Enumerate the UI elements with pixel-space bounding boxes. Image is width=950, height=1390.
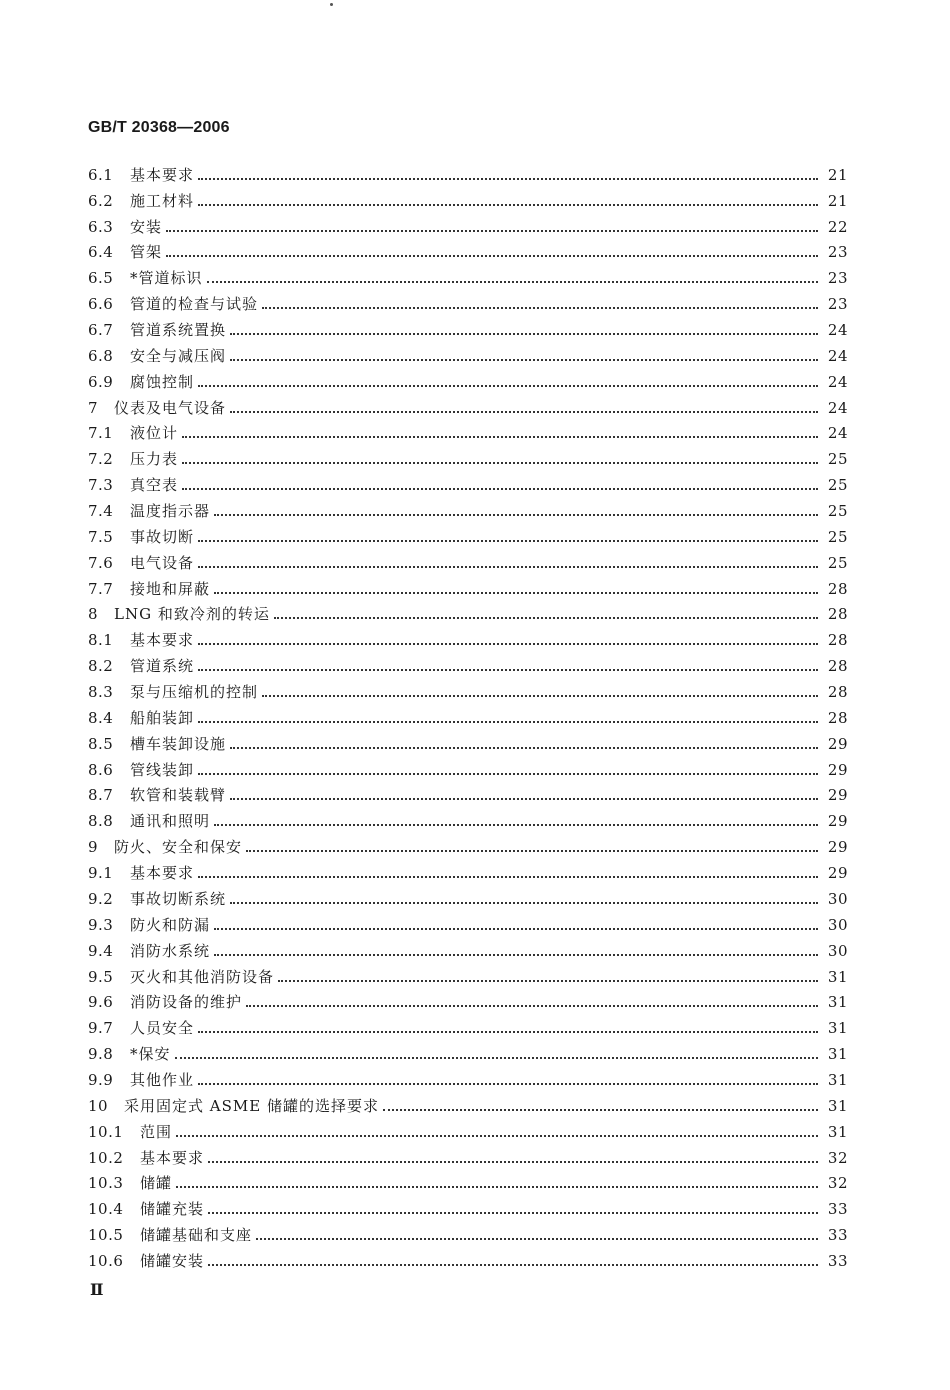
toc-entry-number: 9.8 — [88, 1045, 114, 1064]
toc-entry-page: 24 — [827, 321, 848, 340]
toc-entry — [88, 442, 848, 468]
toc-dot-leader — [274, 617, 818, 619]
toc-entry-page: 29 — [827, 838, 848, 857]
toc-entry-number: 7.1 — [88, 424, 114, 443]
toc-entry — [88, 701, 848, 727]
toc-entry-number: 7.5 — [88, 527, 114, 546]
toc-entry-page: 33 — [827, 1226, 848, 1245]
toc-entry-page: 25 — [827, 450, 848, 469]
toc-entry-number: 8 — [88, 605, 99, 624]
toc-entry-page: 25 — [827, 476, 848, 495]
page-number-footer: Ⅱ — [90, 1280, 104, 1299]
toc-entry-title: 基本要求 — [140, 1148, 205, 1167]
toc-entry — [88, 391, 848, 417]
toc-entry — [88, 986, 848, 1012]
toc-dot-leader — [246, 850, 818, 852]
toc-entry-number: 9.9 — [88, 1070, 114, 1089]
toc-entry-page: 28 — [827, 605, 848, 624]
toc-entry — [88, 468, 848, 494]
toc-dot-leader — [262, 695, 818, 697]
toc-entry-page: 28 — [827, 631, 848, 650]
toc-entry-title: *保安 — [130, 1045, 171, 1064]
toc-entry — [88, 1115, 848, 1141]
toc-entry — [88, 287, 848, 313]
toc-dot-leader — [230, 333, 818, 335]
toc-entry-number: 8.6 — [88, 760, 114, 779]
toc-entry — [88, 727, 848, 753]
toc-entry-title: 通讯和照明 — [130, 812, 211, 831]
toc-entry — [88, 1089, 848, 1115]
toc-entry-number: 9.2 — [88, 889, 114, 908]
toc-entry-number: 9.5 — [88, 967, 114, 986]
toc-entry-number: 9.4 — [88, 941, 114, 960]
toc-entry-page: 32 — [827, 1148, 848, 1167]
toc-dot-leader — [198, 1031, 818, 1033]
toc-dot-leader — [198, 1083, 818, 1085]
toc-entry — [88, 313, 848, 339]
toc-entry-title: 消防水系统 — [130, 941, 211, 960]
toc-entry-title: *管道标识 — [130, 269, 203, 288]
toc-entry-number: 6.4 — [88, 243, 114, 262]
toc-entry — [88, 184, 848, 210]
toc-entry-number: 9.1 — [88, 864, 114, 883]
toc-dot-leader — [182, 436, 818, 438]
toc-entry-title: 温度指示器 — [130, 502, 211, 521]
standard-code-header: GB/T 20368—2006 — [88, 119, 230, 136]
toc-entry-title: 基本要求 — [130, 864, 195, 883]
toc-dot-leader — [262, 307, 818, 309]
toc-dot-leader — [230, 747, 818, 749]
toc-entry-page: 31 — [827, 1045, 848, 1064]
table-of-contents — [88, 158, 848, 1270]
toc-entry-page: 29 — [827, 864, 848, 883]
toc-entry-title: 储罐充装 — [140, 1200, 205, 1219]
toc-entry-number: 8.7 — [88, 786, 114, 805]
toc-entry — [88, 1192, 848, 1218]
toc-entry — [88, 417, 848, 443]
toc-entry — [88, 649, 848, 675]
toc-entry-title: 基本要求 — [130, 165, 195, 184]
toc-entry-title: 储罐安装 — [140, 1251, 205, 1270]
toc-entry-number: 8.4 — [88, 708, 114, 727]
toc-dot-leader — [208, 1161, 818, 1163]
toc-entry-page: 29 — [827, 786, 848, 805]
toc-entry-page: 23 — [827, 295, 848, 314]
toc-dot-leader — [176, 1135, 818, 1137]
toc-entry — [88, 675, 848, 701]
toc-entry-title: LNG 和致冷剂的转运 — [114, 605, 270, 624]
toc-dot-leader — [278, 980, 818, 982]
toc-dot-leader — [198, 178, 818, 180]
toc-dot-leader — [208, 1264, 818, 1266]
toc-dot-leader — [166, 255, 818, 257]
toc-entry-title: 接地和屏蔽 — [130, 579, 211, 598]
toc-entry — [88, 1218, 848, 1244]
toc-entry-number: 10 — [88, 1096, 109, 1115]
toc-entry-page: 28 — [827, 579, 848, 598]
toc-entry-page: 30 — [827, 915, 848, 934]
toc-dot-leader — [230, 902, 818, 904]
toc-entry-title: 施工材料 — [130, 191, 195, 210]
toc-dot-leader — [230, 411, 818, 413]
toc-entry — [88, 830, 848, 856]
toc-entry-page: 30 — [827, 889, 848, 908]
toc-entry-page: 21 — [827, 191, 848, 210]
toc-entry — [88, 804, 848, 830]
toc-entry-title: 范围 — [140, 1122, 173, 1141]
toc-dot-leader — [208, 1212, 818, 1214]
toc-entry — [88, 934, 848, 960]
toc-entry-title: 防火和防漏 — [130, 915, 211, 934]
toc-entry-page: 28 — [827, 683, 848, 702]
toc-entry-number: 7.3 — [88, 476, 114, 495]
toc-entry-title: 事故切断系统 — [130, 889, 227, 908]
toc-entry-number: 6.2 — [88, 191, 114, 210]
toc-entry-page: 24 — [827, 372, 848, 391]
toc-dot-leader — [198, 669, 818, 671]
toc-entry-number: 10.5 — [88, 1226, 124, 1245]
toc-entry-page: 23 — [827, 269, 848, 288]
toc-entry-number: 8.8 — [88, 812, 114, 831]
toc-dot-leader — [256, 1238, 818, 1240]
toc-dot-leader — [214, 954, 818, 956]
toc-entry-title: 软管和装载臂 — [130, 786, 227, 805]
toc-entry-number: 6.1 — [88, 165, 114, 184]
toc-dot-leader — [246, 1005, 818, 1007]
toc-entry-page: 32 — [827, 1174, 848, 1193]
toc-dot-leader — [166, 230, 818, 232]
toc-dot-leader — [214, 824, 818, 826]
toc-entry-number: 7.2 — [88, 450, 114, 469]
toc-entry-title: 液位计 — [130, 424, 179, 443]
toc-dot-leader — [176, 1186, 818, 1188]
toc-entry-page: 29 — [827, 734, 848, 753]
toc-entry — [88, 598, 848, 624]
toc-entry-page: 33 — [827, 1251, 848, 1270]
toc-entry-title: 人员安全 — [130, 1019, 195, 1038]
toc-dot-leader — [198, 540, 818, 542]
toc-entry-page: 30 — [827, 941, 848, 960]
toc-entry — [88, 779, 848, 805]
toc-entry-number: 8.2 — [88, 657, 114, 676]
toc-entry-number: 7.7 — [88, 579, 114, 598]
toc-entry — [88, 908, 848, 934]
toc-entry-title: 压力表 — [130, 450, 179, 469]
toc-entry-number: 7 — [88, 398, 99, 417]
toc-dot-leader — [175, 1057, 818, 1059]
toc-dot-leader — [214, 514, 818, 516]
toc-entry-title: 管架 — [130, 243, 163, 262]
toc-entry-page: 31 — [827, 1122, 848, 1141]
toc-dot-leader — [230, 359, 818, 361]
toc-dot-leader — [198, 773, 818, 775]
toc-entry-title: 安装 — [130, 217, 163, 236]
toc-entry-number: 10.1 — [88, 1122, 124, 1141]
toc-entry-page: 33 — [827, 1200, 848, 1219]
toc-entry — [88, 572, 848, 598]
toc-entry — [88, 960, 848, 986]
toc-entry-title: 储罐 — [140, 1174, 173, 1193]
toc-entry — [88, 546, 848, 572]
toc-entry-title: 事故切断 — [130, 527, 195, 546]
toc-entry-title: 其他作业 — [130, 1070, 195, 1089]
toc-entry-number: 7.6 — [88, 553, 114, 572]
toc-entry-number: 10.6 — [88, 1251, 124, 1270]
toc-entry-page: 31 — [827, 993, 848, 1012]
toc-dot-leader — [182, 488, 818, 490]
toc-entry-page: 24 — [827, 424, 848, 443]
toc-entry — [88, 1141, 848, 1167]
toc-entry-title: 采用固定式 ASME 储罐的选择要求 — [124, 1096, 379, 1115]
toc-entry — [88, 520, 848, 546]
toc-entry-page: 31 — [827, 1019, 848, 1038]
toc-entry-number: 9.6 — [88, 993, 114, 1012]
toc-entry-title: 管道的检查与试验 — [130, 295, 259, 314]
toc-dot-leader — [207, 281, 818, 283]
toc-entry-number: 8.1 — [88, 631, 114, 650]
toc-entry-title: 管道系统置换 — [130, 321, 227, 340]
toc-entry-page: 23 — [827, 243, 848, 262]
toc-entry-number: 10.3 — [88, 1174, 124, 1193]
toc-entry-title: 腐蚀控制 — [130, 372, 195, 391]
toc-dot-leader — [214, 592, 818, 594]
toc-entry-title: 基本要求 — [130, 631, 195, 650]
toc-entry-page: 25 — [827, 553, 848, 572]
toc-entry-title: 管线装卸 — [130, 760, 195, 779]
toc-entry-page: 25 — [827, 527, 848, 546]
toc-entry-number: 6.5 — [88, 269, 114, 288]
toc-entry-page: 31 — [827, 1070, 848, 1089]
toc-entry — [88, 856, 848, 882]
toc-entry-title: 安全与减压阀 — [130, 346, 227, 365]
toc-entry-number: 6.9 — [88, 372, 114, 391]
toc-entry-title: 灭火和其他消防设备 — [130, 967, 275, 986]
toc-dot-leader — [198, 876, 818, 878]
toc-entry — [88, 1244, 848, 1270]
toc-entry — [88, 882, 848, 908]
toc-dot-leader — [214, 928, 818, 930]
toc-entry-title: 消防设备的维护 — [130, 993, 243, 1012]
toc-entry-title: 电气设备 — [130, 553, 195, 572]
toc-entry-page: 25 — [827, 502, 848, 521]
toc-dot-leader — [182, 462, 818, 464]
toc-entry-number: 6.3 — [88, 217, 114, 236]
toc-entry-number: 6.7 — [88, 321, 114, 340]
toc-entry-page: 28 — [827, 657, 848, 676]
toc-entry — [88, 158, 848, 184]
toc-entry-number: 9.7 — [88, 1019, 114, 1038]
toc-entry-number: 7.4 — [88, 502, 114, 521]
toc-entry — [88, 1037, 848, 1063]
toc-dot-leader — [198, 566, 818, 568]
toc-entry-page: 31 — [827, 967, 848, 986]
toc-entry-title: 管道系统 — [130, 657, 195, 676]
toc-entry-number: 9 — [88, 838, 99, 857]
toc-entry-title: 仪表及电气设备 — [114, 398, 227, 417]
toc-entry — [88, 1167, 848, 1193]
toc-entry — [88, 1011, 848, 1037]
toc-dot-leader — [198, 643, 818, 645]
toc-dot-leader — [198, 204, 818, 206]
toc-entry — [88, 365, 848, 391]
toc-entry-title: 真空表 — [130, 476, 179, 495]
toc-entry-number: 8.3 — [88, 683, 114, 702]
toc-entry-page: 29 — [827, 812, 848, 831]
toc-entry — [88, 339, 848, 365]
toc-entry — [88, 623, 848, 649]
toc-dot-leader — [198, 385, 818, 387]
toc-entry-title: 船舶装卸 — [130, 708, 195, 727]
toc-entry-number: 10.2 — [88, 1148, 124, 1167]
toc-entry-title: 泵与压缩机的控制 — [130, 683, 259, 702]
toc-entry-page: 24 — [827, 398, 848, 417]
scan-speck — [330, 3, 333, 6]
toc-entry-page: 29 — [827, 760, 848, 779]
toc-entry-page: 22 — [827, 217, 848, 236]
toc-entry-page: 21 — [827, 165, 848, 184]
toc-dot-leader — [230, 798, 818, 800]
toc-entry — [88, 261, 848, 287]
toc-entry — [88, 236, 848, 262]
toc-entry — [88, 1063, 848, 1089]
toc-entry — [88, 494, 848, 520]
toc-entry-title: 槽车装卸设施 — [130, 734, 227, 753]
toc-entry-page: 31 — [827, 1096, 848, 1115]
toc-entry-title: 防火、安全和保安 — [114, 838, 243, 857]
toc-entry-number: 10.4 — [88, 1200, 124, 1219]
toc-dot-leader — [383, 1109, 818, 1111]
toc-entry — [88, 753, 848, 779]
toc-entry-number: 6.8 — [88, 346, 114, 365]
toc-entry-number: 6.6 — [88, 295, 114, 314]
toc-entry-page: 24 — [827, 346, 848, 365]
toc-entry-number: 9.3 — [88, 915, 114, 934]
toc-entry — [88, 210, 848, 236]
toc-entry-title: 储罐基础和支座 — [140, 1226, 253, 1245]
toc-entry-number: 8.5 — [88, 734, 114, 753]
toc-dot-leader — [198, 721, 818, 723]
toc-entry-page: 28 — [827, 708, 848, 727]
